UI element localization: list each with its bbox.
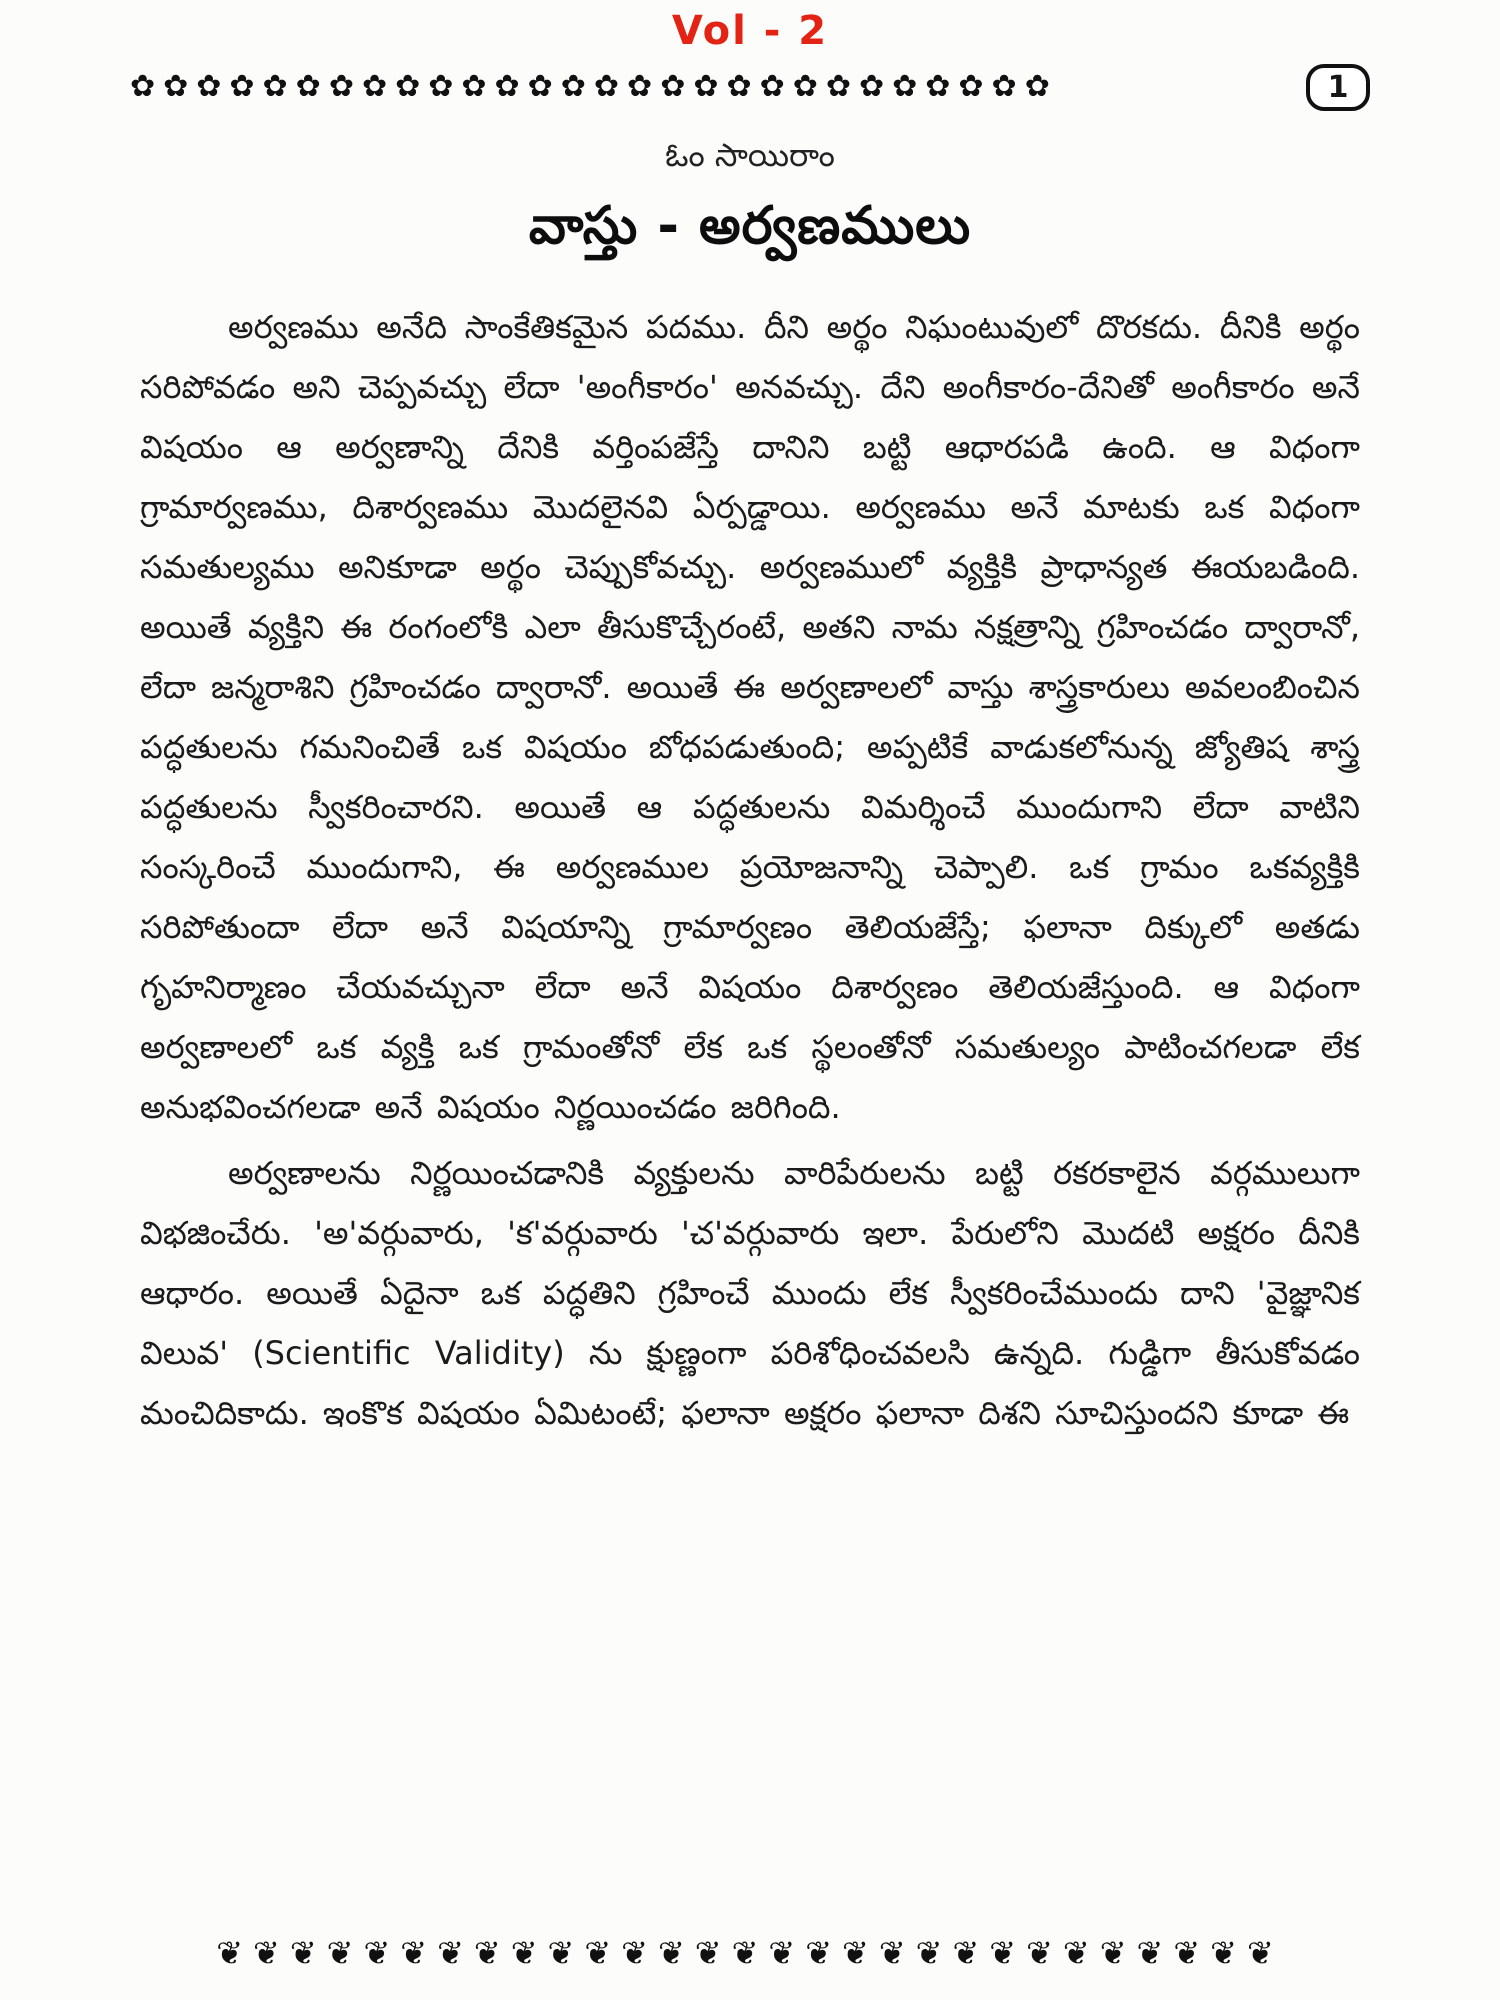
volume-label: Vol - 2 [671,8,829,54]
invocation-text: ఓం సాయిరాం [665,136,835,174]
body-text [140,297,1360,1443]
paragraph: అర్వణము అనేది సాంకేతికమైన పదము. దీని అర్థం నిఘంటువులో దొరకదు. దీనికి అర్థం సరిపోవడం అని చెప్పవచ్చు లేదా 'అంగీకారం' అనవచ్చు. దేని అంగీకారం-దేనితో అంగీకారం అనే విషయం ఆ అర్వణాన్ని దేనికి వర్తింపజేస్తే దానిని బట్టి ఆధారపడి ఉంది. ఆ విధంగా గ్రామార్వణము, దిశార్వణము మొదలైనవి ఏర్పడ్డాయి. అర్వణము అనే మాటకు ఒక విధంగా సమతుల్యము అనికూడా అర్థం చెప్పుకోవచ్చు. అర్వణములో వ్యక్తికి ప్రాధాన్యత ఈయబడింది. అయితే వ్యక్తిని ఈ రంగంలోకి ఎలా తీసుకొచ్చేరంటే, అతని నామ నక్షత్రాన్ని గ్రహించడం ద్వారానో, లేదా జన్మరాశిని గ్రహించడం ద్వారానో. అయితే ఈ అర్వణాలలో వాస్తు శాస్త్రకారులు అవలంబించిన పద్ధతులను గమనించితే ఒక విషయం బోధపడుతుంది; అప్పటికే వాడుకలోనున్న జ్యోతిష శాస్త్ర పద్ధతులను స్వీకరించారని. అయితే ఆ పద్ధతులను విమర్శించే ముందుగాని లేదా వాటిని సంస్కరించే ముందుగాని, ఈ అర్వణముల ప్రయోజనాన్ని చెప్పాలి. ఒక గ్రామం ఒకవ్యక్తికి సరిపోతుందా లేదా అనే విషయాన్ని గ్రామార్వణం తెలియజేస్తే; ఫలానా దిక్కులో అతడు గృహనిర్మాణం చేయవచ్చునా లేదా అనే విషయం దిశార్వణం తెలియజేస్తుంది. ఆ విధంగా అర్వణాలలో ఒక వ్యక్తి ఒక గ్రామంతోనో లేక ఒక స్థలంతోనో సమతుల్యం పాటించగలడా లేక అనుభవించగలడా అనే విషయం నిర్ణయించడం జరిగింది. [140,308,1360,1126]
top-ornament-border [130,64,1370,110]
floral-heart-icon: ❦❦❦❦❦❦❦❦❦❦❦❦❦❦❦❦❦❦❦❦❦❦❦❦❦❦❦❦❦ [216,1934,1284,1972]
page-number-badge: 1 [1306,64,1370,111]
page-title: వాస్తు - అర్వణములు [528,196,972,256]
paragraph: అర్వణాలను నిర్ణయించడానికి వ్యక్తులను వారిపేరులను బట్టి రకరకాలైన వర్గములుగా విభజించేరు. 'అ'వర్గువారు, 'క'వర్గువారు 'చ'వర్గువారు ఇలా. పేరులోని మొదటి అక్షరం దీనికి ఆధారం. అయితే ఏదైనా ఒక పద్ధతిని గ్రహించే ముందు లేక స్వీకరించేముందు దాని 'వైజ్ఞానిక విలువ' (Scientific Validity) ను క్షుణ్ణంగా పరిశోధించవలసి ఉన్నది. గుడ్డిగా తీసుకోవడం మంచిదికాదు. ఇంకొక విషయం ఏమిటంటే; ఫలానా అక్షరం ఫలానా దిశని సూచిస్తుందని కూడా ఈ [140,1154,1360,1432]
floral-rosette-icon: ✿✿✿✿✿✿✿✿✿✿✿✿✿✿✿✿✿✿✿✿✿✿✿✿✿✿✿✿ [130,72,1058,102]
